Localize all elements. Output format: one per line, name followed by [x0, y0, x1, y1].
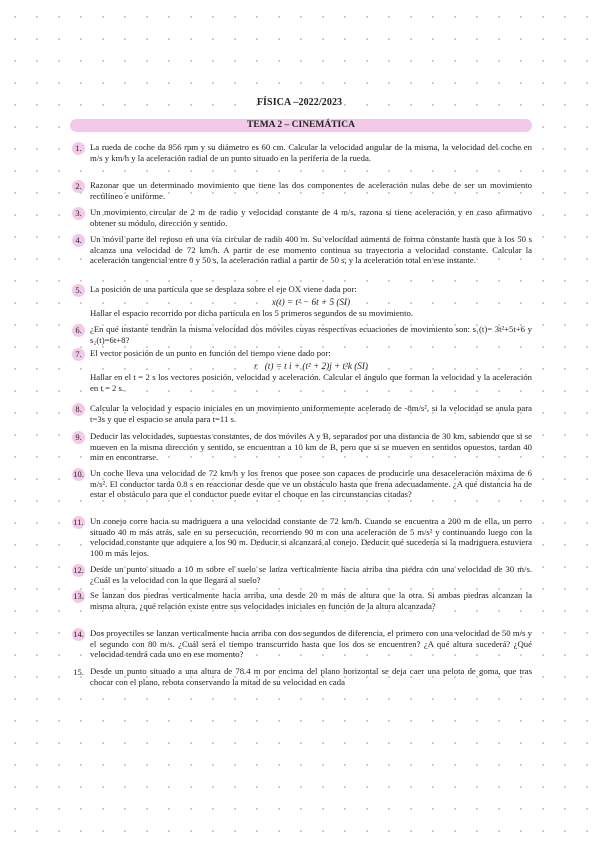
- equation: r⃗(t) = t i + (t² + 2)j + t²k (SI): [254, 360, 368, 371]
- question-6: [72, 324, 532, 345]
- question-13: [72, 590, 532, 611]
- question-text: Un conejo corre hacia su madriguera a una velocidad constante de 72 km/h. Cuando se encuentra a 200 m de ella, un perro situado 40 m más atrás, sale en su persecución, recorriendo 90 m con una aceleración de 5 m/s² y continuando luego con la velocidad constante que adquiere a los 90 m. Deducir si alcanzará al conejo. Deducir qué sucedería si la madriguera estuviera 100 m más lejos.: [90, 516, 532, 558]
- question-11: [72, 516, 532, 558]
- document-title: FÍSICA –2022/2023: [256, 97, 343, 108]
- question-number: 5.: [72, 284, 85, 297]
- question-number: 12.: [73, 565, 84, 575]
- question-2: [72, 180, 532, 201]
- question-7: [72, 348, 532, 393]
- question-3: [72, 207, 532, 228]
- question-text: Se lanzan dos piedras verticalmente hacia arriba, una desde 20 m más de altura que la otra. Si ambas piedras alcanzan la misma altura, ¿qué relación existe entre sus velocidades iniciales en función de la altura alcanzada?: [90, 590, 532, 611]
- question-text: Desde un punto situado a 10 m sobre el suelo se lanza verticalmente hacia arriba una piedra con una velocidad de 30 m/s. ¿Cuál es la velocidad con la que llegará al suelo?: [90, 564, 532, 585]
- question-1: [72, 142, 532, 163]
- question-number: 13.: [73, 591, 84, 601]
- question-text: Calcular la velocidad y espacio iniciales en un movimiento uniformemente acelerado de -8m/s², si la velocidad se anula para t=3s y que el espacio se anula para t=11 s.: [90, 403, 532, 424]
- question-15: [72, 666, 532, 687]
- question-number: 9.: [72, 431, 85, 444]
- question-text-after: Hallar el espacio recorrido por dicha partícula en los 5 primeros segundos de su movimiento.: [90, 308, 414, 319]
- equation: x(t) = t² − 6t + 5 (SI): [271, 296, 351, 307]
- question-number: 3.: [72, 207, 85, 220]
- question-text: Dos proyectiles se lanzan verticalmente hacia arriba con dos segundos de diferencia, el primero con una velocidad de 50 m/s y el segundo con 80 m/s. ¿Cuál será el tiempo transcurrido hasta que los dos se encuentren? ¿A qué altura sucederá? ¿Qué velocidad tendrá cada uno en ese momento?: [90, 628, 532, 660]
- question-text: ¿En qué instante tendrán la misma velocidad dos móviles cuyas respectivas ecuaciones de movimiento son: s₁(t)= 3t²+5t+6 y s₂(t)=6t+8?: [90, 324, 532, 345]
- question-text: La posición de una partícula que se desplaza sobre el eje OX viene dada por:: [90, 284, 357, 294]
- question-number: 2.: [72, 180, 85, 193]
- question-number: 4.: [72, 234, 85, 247]
- question-5: [72, 284, 532, 319]
- question-12: [72, 564, 532, 585]
- question-number: 10.: [73, 469, 84, 479]
- question-text: Desde un punto situado a una altura de 78.4 m por encima del plano horizontal se deja caer una pelota de goma, que tras chocar con el plano, rebota conservando la mitad de su velocidad en cada: [90, 666, 532, 687]
- question-text: Un movimiento circular de 2 m de radio y velocidad constante de 4 m/s, razona si tiene aceleración y en caso afirmativo obtener su módulo, dirección y sentido.: [90, 207, 532, 228]
- question-text: Razonar que un determinado movimiento que tiene las dos componentes de aceleración nulas debe de ser un movimiento rectilíneo e uniforme.: [90, 180, 532, 201]
- question-8: [72, 403, 532, 424]
- question-number: 11.: [73, 517, 84, 527]
- question-number: 8.: [72, 403, 85, 416]
- question-number: 7.: [72, 348, 85, 361]
- question-text: Un móvil parte del reposo en una vía circular de radio 400 m. Su velocidad aumenta de forma constante hasta que a los 50 s alcanza una velocidad de 72 km/h. A partir de ese momento continua su trayectoria a velocidad constante. Calcular la aceleración tangencial entre 0 y 50 s, la aceleración radial a partir de 50 s, y la aceleración total en ese instante.: [90, 234, 532, 266]
- question-text-after: Hallar en el t = 2 s los vectores posición, velocidad y aceleración. Calcular el ángulo que forman la velocidad y la aceleración en t = 2 s.: [90, 372, 532, 393]
- question-number: 1.: [72, 142, 85, 155]
- question-number: 15.: [73, 667, 84, 677]
- question-text: Un coche lleva una velocidad de 72 km/h y los frenos que posee son capaces de producirle una desaceleración máxima de 6 m/s². El conductor tarda 0.8 s en reaccionar desde que ve un obstáculo hasta que frena adecuadamente. ¿A qué distancia ha de estar el obstáculo para que el conductor puede evitar el choque en las circunstancias citadas?: [90, 468, 532, 500]
- question-9: [72, 431, 532, 463]
- question-10: [72, 468, 532, 500]
- question-text: La rueda de coche da 956 rpm y su diámetro es 60 cm. Calcular la velocidad angular de la misma, la velocidad del coche en m/s y km/h y la aceleración radial de un punto situado en la periferia de la rueda.: [90, 142, 532, 163]
- question-text: Deducir las velocidades, supuestas constantes, de dos móviles A y B, separados por una distancia de 30 km, sabiendo que si se mueven en la misma dirección y sentido, se encuentran a 10 km de B, pero que si se mueven en sentidos opuestos, tardan 40 min en encontrarse.: [90, 431, 532, 463]
- question-4: [72, 234, 532, 266]
- question-14: [72, 628, 532, 660]
- question-number: 6.: [72, 324, 85, 337]
- topic-banner: TEMA 2 – CINEMÁTICA: [70, 119, 532, 132]
- question-number: 14.: [73, 629, 84, 639]
- question-text: El vector posición de un punto en función del tiempo viene dado por:: [90, 348, 331, 358]
